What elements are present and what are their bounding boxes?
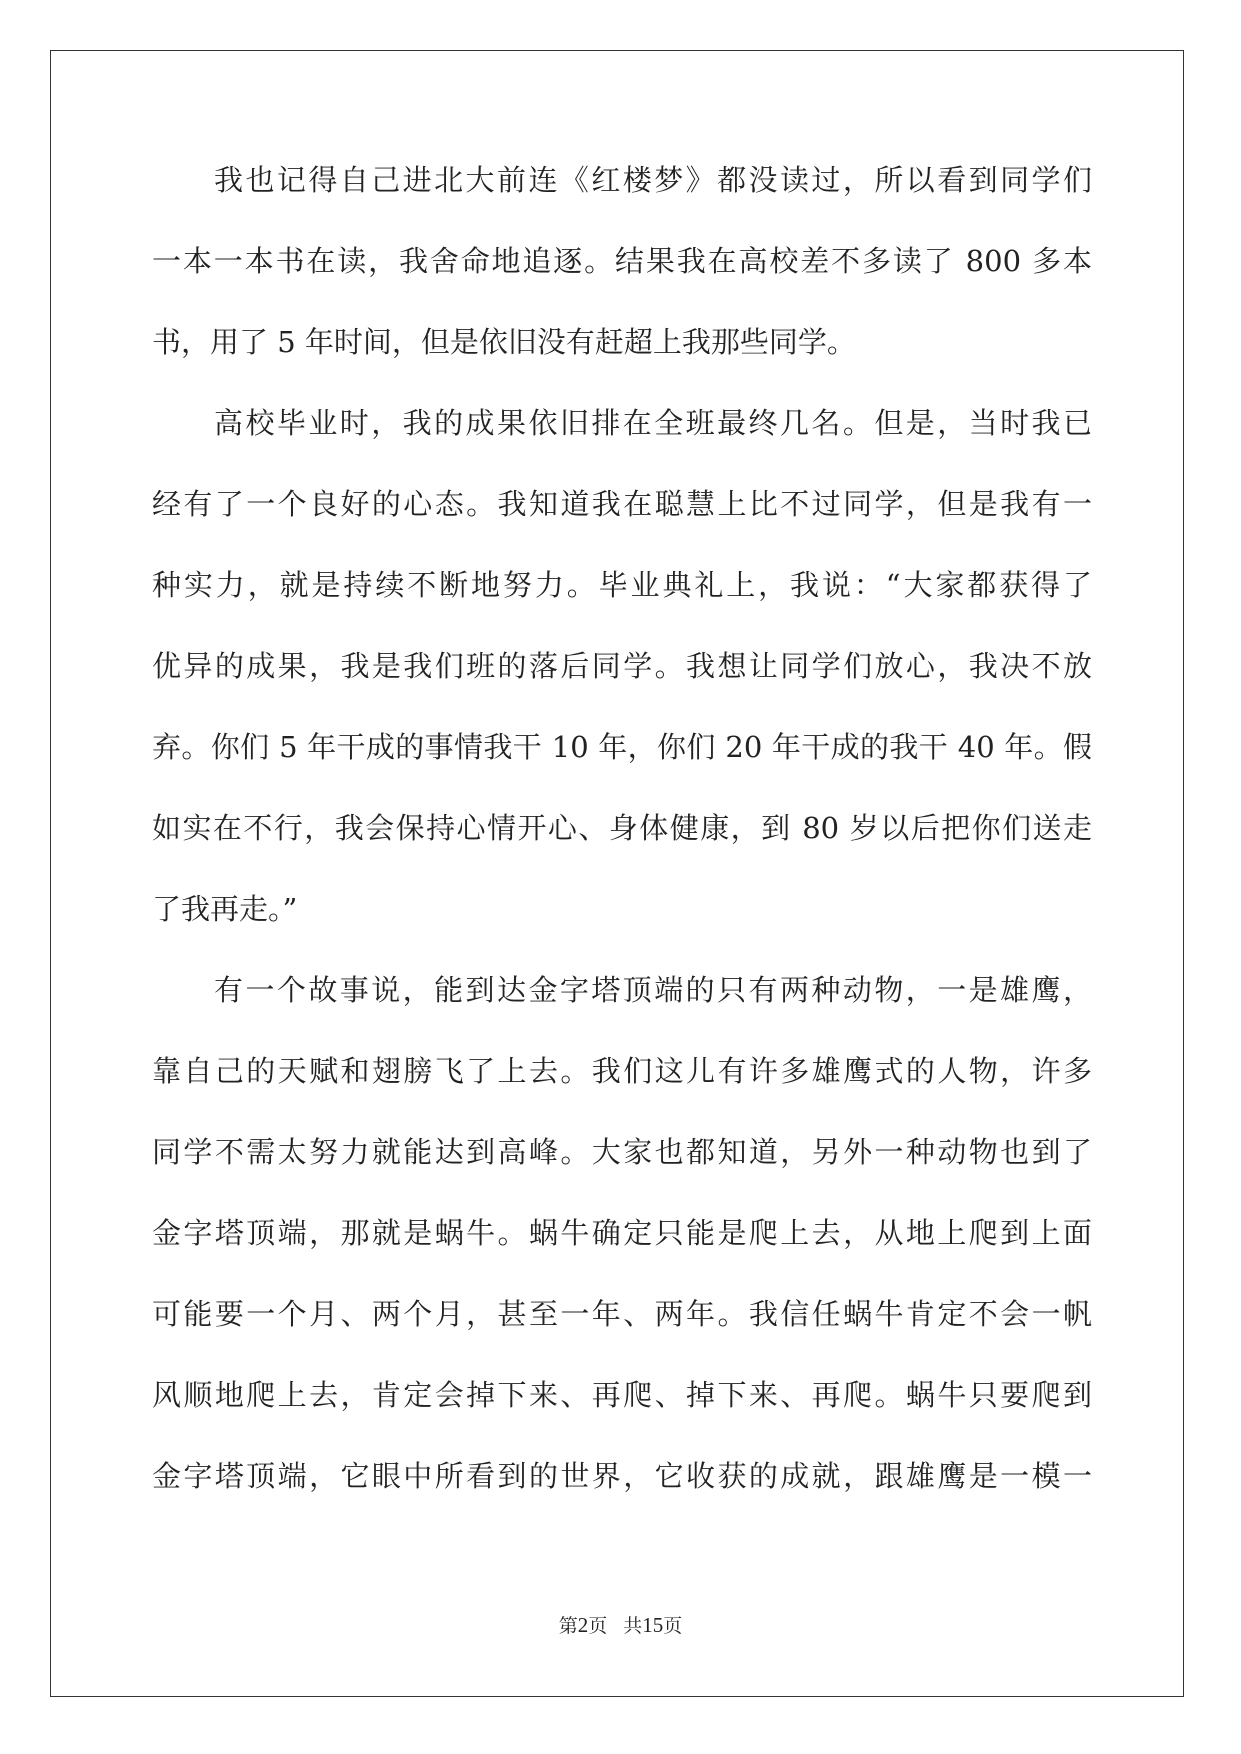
total-prefix: 共	[623, 1615, 643, 1637]
text-line: 书，用了 5 年时间，但是依旧没有赶超上我那些同学。	[152, 325, 856, 359]
text-line: 了我再走。”	[152, 892, 298, 926]
text-line: 风顺地爬上去，肯定会掉下来、再爬、掉下来、再爬。蜗牛只要爬到	[152, 1378, 1092, 1412]
paragraph-3	[152, 970, 1092, 1537]
page-number: 2	[577, 1613, 589, 1637]
paragraph-2	[152, 403, 1092, 970]
text-line: 金字塔顶端，它眼中所看到的世界，它收获的成就，跟雄鹰是一模一	[152, 1459, 1092, 1493]
text-line: 种实力，就是持续不断地努力。毕业典礼上，我说：“大家都获得了	[152, 568, 1092, 602]
text-line: 一本一本书在读，我舍命地追逐。结果我在高校差不多读了 800 多本	[152, 244, 1092, 278]
text-line: 经有了一个良好的心态。我知道我在聪慧上比不过同学，但是我有一	[152, 487, 1092, 521]
total-suffix: 页	[663, 1615, 683, 1637]
text-line: 弃。你们 5 年干成的事情我干 10 年，你们 20 年干成的我干 40 年。假	[152, 730, 1092, 764]
page-prefix: 第	[558, 1615, 578, 1637]
page-footer	[0, 1611, 1241, 1638]
text-line: 靠自己的天赋和翅膀飞了上去。我们这儿有许多雄鹰式的人物，许多	[152, 1054, 1092, 1088]
text-line: 优异的成果，我是我们班的落后同学。我想让同学们放心，我决不放	[152, 649, 1092, 683]
text-line: 有一个故事说，能到达金字塔顶端的只有两种动物，一是雄鹰，	[214, 973, 1092, 1007]
text-line: 可能要一个月、两个月，甚至一年、两年。我信任蜗牛肯定不会一帆	[152, 1297, 1092, 1331]
text-line: 同学不需太努力就能达到高峰。大家也都知道，另外一种动物也到了	[152, 1135, 1092, 1169]
text-line: 如实在不行，我会保持心情开心、身体健康，到 80 岁以后把你们送走	[152, 811, 1092, 845]
text-line: 金字塔顶端，那就是蜗牛。蜗牛确定只能是爬上去，从地上爬到上面	[152, 1216, 1092, 1250]
total-pages: 15	[642, 1613, 664, 1637]
document-body	[152, 160, 1092, 1537]
page-suffix: 页	[588, 1615, 608, 1637]
paragraph-1	[152, 160, 1092, 403]
text-line: 我也记得自己进北大前连《红楼梦》都没读过，所以看到同学们	[214, 163, 1092, 197]
text-line: 高校毕业时，我的成果依旧排在全班最终几名。但是，当时我已	[214, 406, 1092, 440]
